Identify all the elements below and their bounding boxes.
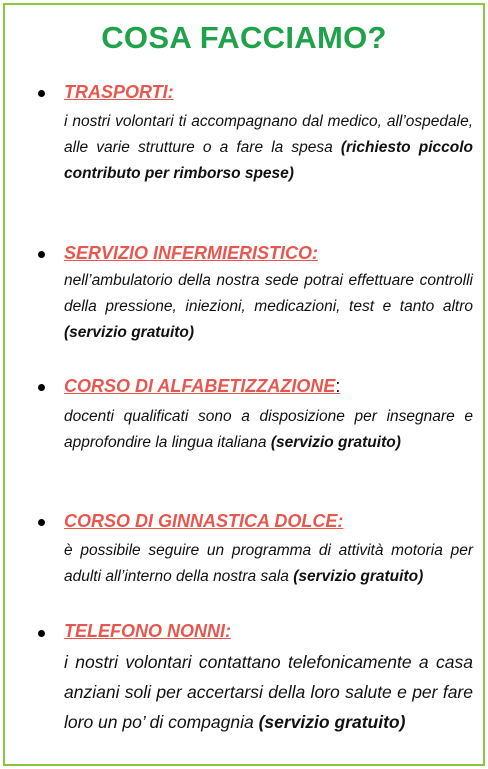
service-heading-text: CORSO DI ALFABETIZZAZIONE (64, 376, 336, 396)
service-note: (richiesto piccolo contributo per rimborso spese) (64, 139, 473, 182)
bullet-icon (38, 90, 45, 97)
service-heading-ginnastica: CORSO DI GINNASTICA DOLCE: (64, 511, 344, 531)
bullet-icon (38, 519, 45, 526)
service-description: nell’ambulatorio della nostra sede potrai effettuare controlli della pressione, iniezioni, medicazioni, test e tanto altro (64, 272, 473, 315)
bullet-icon (38, 251, 45, 258)
bullet-icon (38, 630, 45, 637)
service-description: i nostri volontari contattano telefonicamente a casa anziani soli per accertarsi della loro salute e per fare loro un po’ di compagnia (64, 652, 473, 732)
service-text-trasporti (64, 109, 473, 187)
service-heading-trasporti: TRASPORTI: (64, 82, 174, 102)
bullet-icon (38, 384, 45, 391)
service-heading-telefono-nonni: TELEFONO NONNI: (64, 621, 231, 641)
service-description: i nostri volontari ti accompagnano dal medico, all’ospedale, alle varie strutture o a fare la spesa (64, 113, 473, 156)
service-note: (servizio gratuito) (270, 434, 401, 451)
page-title: COSA FACCIAMO? (101, 20, 387, 55)
service-text-alfabetizzazione (64, 404, 473, 456)
service-text-ginnastica (64, 538, 473, 590)
service-heading-alfabetizzazione (64, 376, 340, 397)
service-description: è possibile seguire un programma di attività motoria per adulti all’interno della nostra sala (64, 542, 473, 585)
heading-colon: : (335, 376, 341, 396)
service-heading-infermieristico: SERVIZIO INFERMIERISTICO: (64, 243, 319, 263)
service-note: (servizio gratuito) (258, 712, 406, 732)
service-note: (servizio gratuito) (64, 324, 195, 341)
service-text-telefono-nonni (64, 647, 473, 737)
service-description: docenti qualificati sono a disposizione per insegnare e approfondire la lingua italiana (64, 408, 473, 451)
service-text-infermieristico (64, 268, 473, 346)
service-note: (servizio gratuito) (293, 568, 424, 585)
